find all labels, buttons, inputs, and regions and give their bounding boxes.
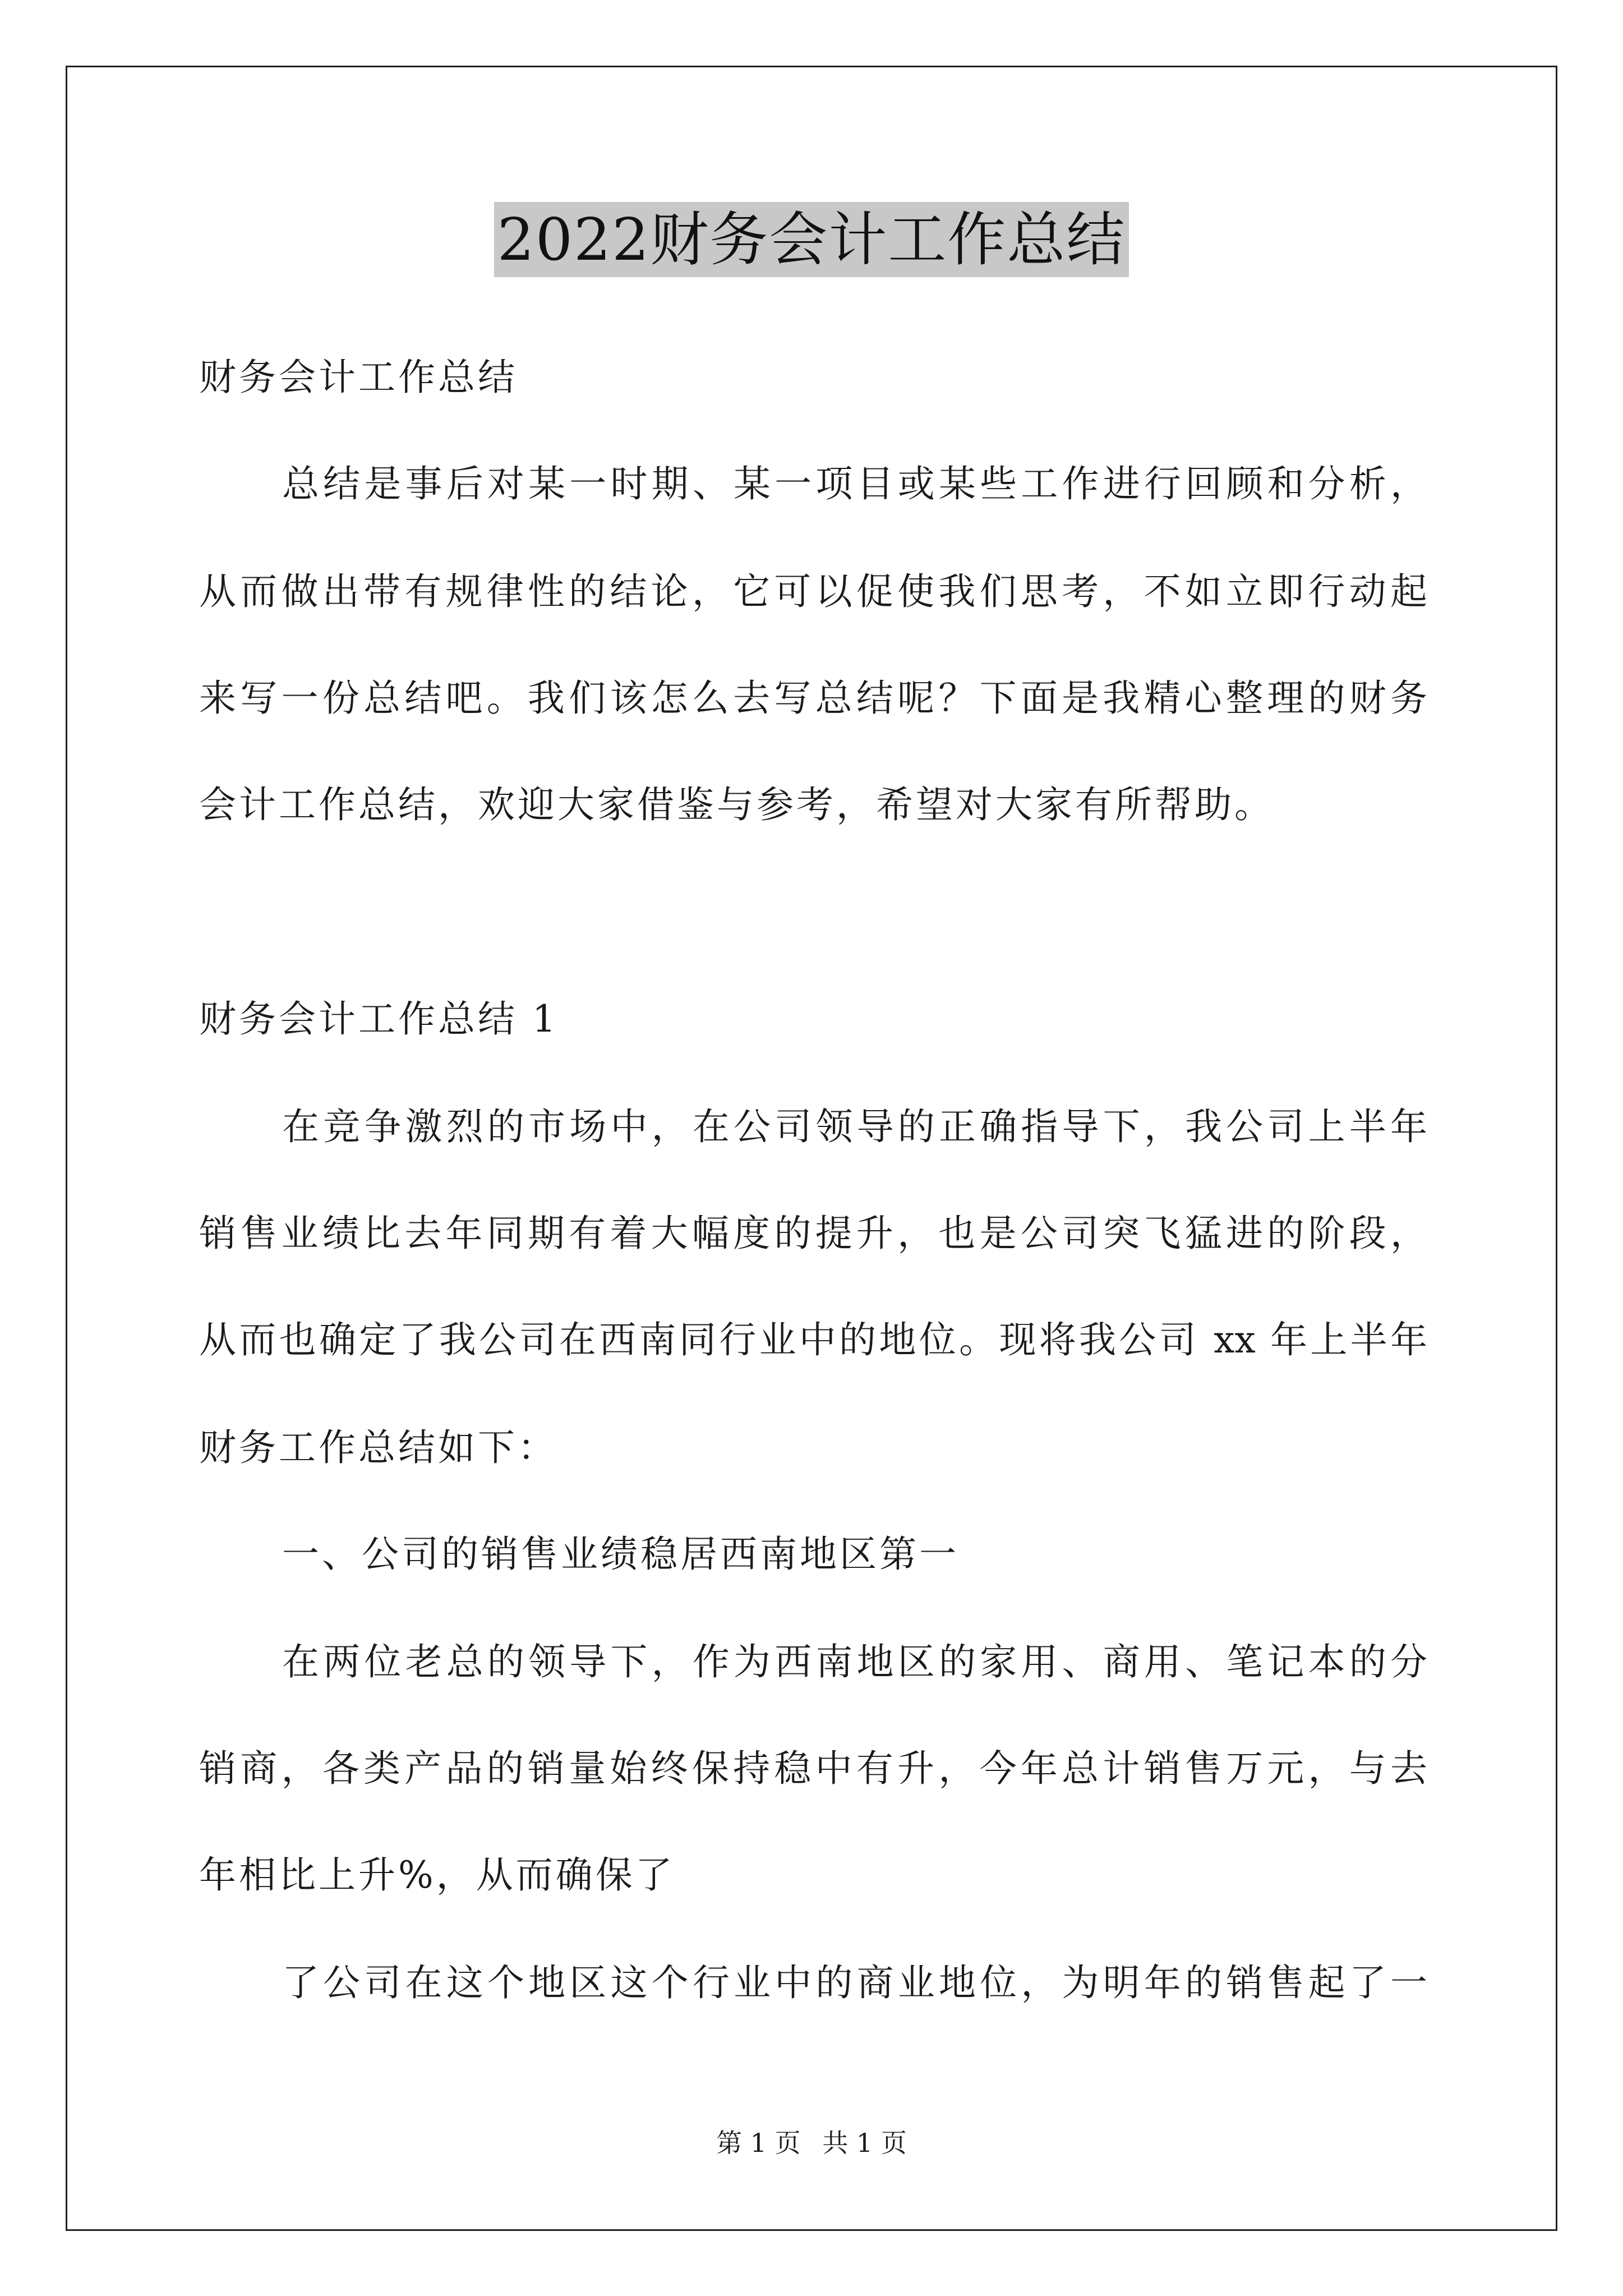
title-container: [0, 202, 1623, 277]
paragraph-line: 在竞争激烈的市场中，在公司领导的正确指导下，我公司上半年: [282, 1105, 1427, 1148]
paragraph-line: 年相比上升%，从而确保了: [199, 1853, 675, 1897]
subsection-heading: 一、公司的销售业绩稳居西南地区第一: [282, 1533, 959, 1576]
paragraph-line: 总结是事后对某一时期、某一项目或某些工作进行回顾和分析，: [282, 462, 1427, 505]
section-heading-1: 财务会计工作总结 1: [199, 997, 559, 1041]
section-heading-intro: 财务会计工作总结: [199, 356, 518, 399]
paragraph-line: 从而也确定了我公司在西南同行业中的地位。现将我公司 xx 年上半年: [199, 1318, 1427, 1361]
page-number-current: 第 1 页: [716, 2128, 801, 2158]
paragraph-line: 了公司在这个地区这个行业中的商业地位，为明年的销售起了一: [282, 1961, 1427, 2004]
paragraph-line: 从而做出带有规律性的结论，它可以促使我们思考，不如立即行动起: [199, 570, 1427, 613]
page-footer: [0, 2126, 1623, 2160]
paragraph-line: 销商，各类产品的销量始终保持稳中有升，今年总计销售万元，与去: [199, 1747, 1427, 1790]
paragraph-line: 来写一份总结吧。我们该怎么去写总结呢？下面是我精心整理的财务: [199, 677, 1427, 720]
paragraph-line: 会计工作总结，欢迎大家借鉴与参考，希望对大家有所帮助。: [199, 783, 1274, 826]
document-title: 2022财务会计工作总结: [494, 202, 1129, 277]
paragraph-line: 在两位老总的领导下，作为西南地区的家用、商用、笔记本的分: [282, 1640, 1427, 1683]
page-number-total: 共 1 页: [822, 2128, 907, 2158]
paragraph-line: 财务工作总结如下：: [199, 1426, 557, 1469]
paragraph-line: 销售业绩比去年同期有着大幅度的提升，也是公司突飞猛进的阶段，: [199, 1212, 1427, 1255]
